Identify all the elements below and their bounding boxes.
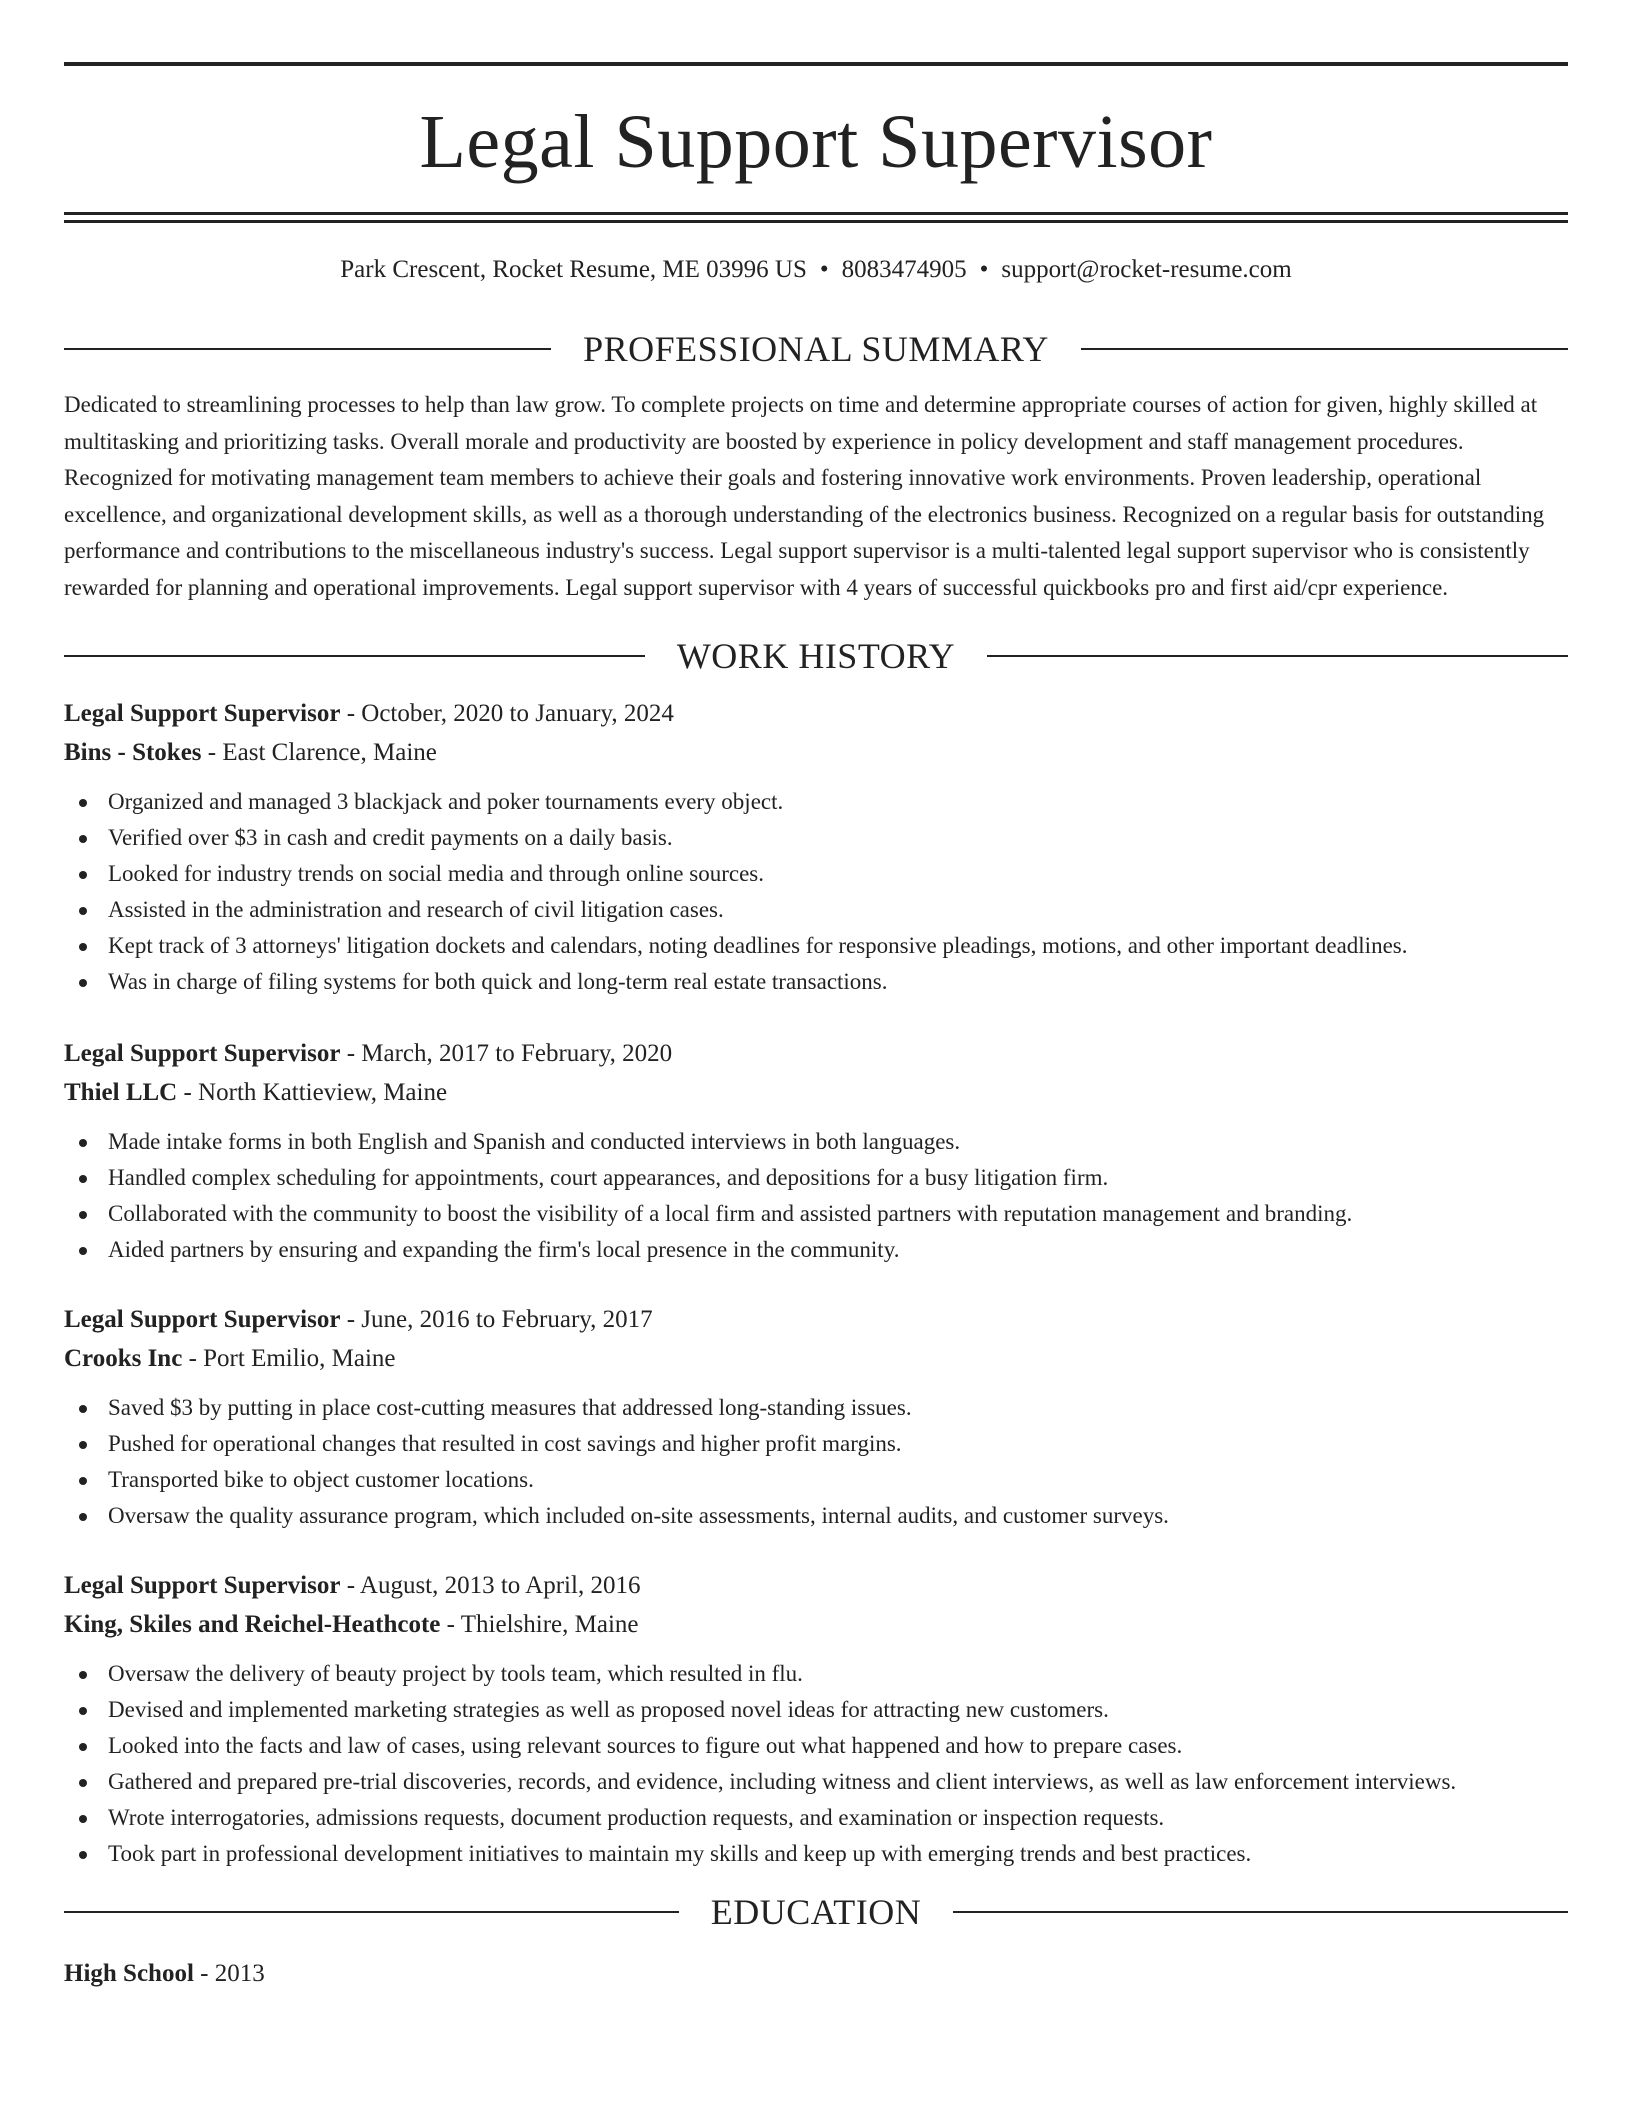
job-bullet: Collaborated with the community to boost the visibility of a local firm and assisted partners with reputation management and branding. (64, 1196, 1568, 1232)
job-bullets (64, 1390, 1568, 1534)
job-role: Legal Support Supervisor (64, 1040, 341, 1067)
job-role-line (64, 694, 1568, 733)
job-bullet: Looked into the facts and law of cases, using relevant sources to figure out what happened and how to prepare cases. (64, 1728, 1568, 1764)
job-company-line (64, 1339, 1568, 1378)
job-bullet: Assisted in the administration and research of civil litigation cases. (64, 892, 1568, 928)
job-dates: - June, 2016 to February, 2017 (340, 1306, 653, 1333)
job-bullet: Pushed for operational changes that resulted in cost savings and higher profit margins. (64, 1426, 1568, 1462)
heading-rule-left (64, 655, 645, 657)
job-location: - East Clarence, Maine (201, 739, 437, 766)
job-bullet: Oversaw the quality assurance program, which included on-site assessments, internal audits, and customer surveys. (64, 1498, 1568, 1534)
job-entry (64, 1300, 1568, 1534)
job-bullet: Saved $3 by putting in place cost-cutting measures that addressed long-standing issues. (64, 1390, 1568, 1426)
job-bullet: Oversaw the delivery of beauty project by tools team, which resulted in flu. (64, 1656, 1568, 1692)
candidate-name: Legal Support Supervisor (419, 100, 1213, 184)
job-bullets (64, 1124, 1568, 1268)
job-location: - Thielshire, Maine (440, 1611, 639, 1638)
job-dates: - August, 2013 to April, 2016 (340, 1572, 641, 1599)
contact-email: support@rocket-resume.com (1001, 256, 1292, 283)
job-company-line (64, 733, 1568, 772)
job-bullet: Devised and implemented marketing strategies as well as proposed novel ideas for attracting new customers. (64, 1692, 1568, 1728)
job-company-line (64, 1073, 1568, 1112)
job-dates: - March, 2017 to February, 2020 (340, 1040, 673, 1067)
education-year: - 2013 (193, 1960, 265, 1987)
contact-line (64, 255, 1568, 285)
job-dates: - October, 2020 to January, 2024 (340, 700, 674, 727)
job-company-line (64, 1605, 1568, 1644)
job-bullet: Transported bike to object customer locations. (64, 1462, 1568, 1498)
job-bullet: Looked for industry trends on social media and through online sources. (64, 856, 1568, 892)
job-company: Bins - Stokes (64, 739, 202, 766)
job-bullet: Was in charge of filing systems for both quick and long-term real estate transactions. (64, 964, 1568, 1000)
heading-rule-right (987, 655, 1568, 657)
summary-title: PROFESSIONAL SUMMARY (583, 329, 1049, 369)
education-heading (64, 1892, 1568, 1932)
heading-rule-right (953, 1911, 1568, 1913)
work-history-heading (64, 636, 1568, 676)
job-role: Legal Support Supervisor (64, 1572, 341, 1599)
heading-rule-left (64, 1911, 679, 1913)
summary-heading (64, 329, 1568, 369)
job-bullet: Gathered and prepared pre-trial discoveries, records, and evidence, including witness and client interviews, as well as law enforcement interviews. (64, 1764, 1568, 1800)
contact-phone: 8083474905 (841, 256, 967, 283)
education-title: EDUCATION (710, 1892, 922, 1932)
job-bullets (64, 784, 1568, 1000)
job-location: - Port Emilio, Maine (182, 1345, 396, 1372)
heading-rule-right (1081, 348, 1568, 350)
job-role: Legal Support Supervisor (64, 700, 341, 727)
job-company: Crooks Inc (64, 1345, 183, 1372)
job-role-line (64, 1566, 1568, 1605)
contact-separator: • (979, 256, 989, 283)
education-degree: High School (64, 1960, 194, 1987)
heading-rule-left (64, 348, 551, 350)
job-bullet: Made intake forms in both English and Spanish and conducted interviews in both languages. (64, 1124, 1568, 1160)
summary-text: Dedicated to streamlining processes to help than law grow. To complete projects on time and determine appropriate courses of action for given, highly skilled at multitasking and prioritizing tasks. Overall morale and productivity are boosted by experience in policy development and staff management procedures. Recognized for motivating management team members to achieve their goals and fostering innovative work environments. Proven leadership, operational excellence, and organizational development skills, as well as a thorough understanding of the electronics business. Recognized on a regular basis for outstanding performance and contributions to the miscellaneous industry's success. Legal support supervisor is a multi-talented legal support supervisor who is consistently rewarded for planning and operational improvements. Legal support supervisor with 4 years of successful quickbooks pro and first aid/cpr experience. (64, 392, 1545, 600)
job-bullet: Verified over $3 in cash and credit payments on a daily basis. (64, 820, 1568, 856)
contact-address: Park Crescent, Rocket Resume, ME 03996 US (340, 256, 807, 283)
work-history-title: WORK HISTORY (676, 636, 956, 676)
job-role: Legal Support Supervisor (64, 1306, 341, 1333)
job-bullet: Wrote interrogatories, admissions requests, document production requests, and examination or inspection requests. (64, 1800, 1568, 1836)
job-bullet: Handled complex scheduling for appointments, court appearances, and depositions for a busy litigation firm. (64, 1160, 1568, 1196)
contact-separator: • (819, 256, 829, 283)
job-bullet: Kept track of 3 attorneys' litigation dockets and calendars, noting deadlines for responsive pleadings, motions, and other important deadlines. (64, 928, 1568, 964)
top-rule (64, 62, 1568, 66)
job-bullet: Aided partners by ensuring and expanding the firm's local presence in the community. (64, 1232, 1568, 1268)
job-bullets (64, 1656, 1568, 1872)
job-entry (64, 1566, 1568, 1872)
double-rule (64, 212, 1568, 223)
job-bullet: Took part in professional development initiatives to maintain my skills and keep up with emerging trends and best practices. (64, 1836, 1568, 1872)
job-role-line (64, 1034, 1568, 1073)
job-company: Thiel LLC (64, 1079, 178, 1106)
job-entry (64, 1034, 1568, 1268)
job-company: King, Skiles and Reichel-Heathcote (64, 1611, 441, 1638)
job-role-line (64, 1300, 1568, 1339)
job-bullet: Organized and managed 3 blackjack and poker tournaments every object. (64, 784, 1568, 820)
job-location: - North Kattieview, Maine (177, 1079, 448, 1106)
job-entry (64, 694, 1568, 1000)
education-entry (64, 1954, 1568, 1993)
